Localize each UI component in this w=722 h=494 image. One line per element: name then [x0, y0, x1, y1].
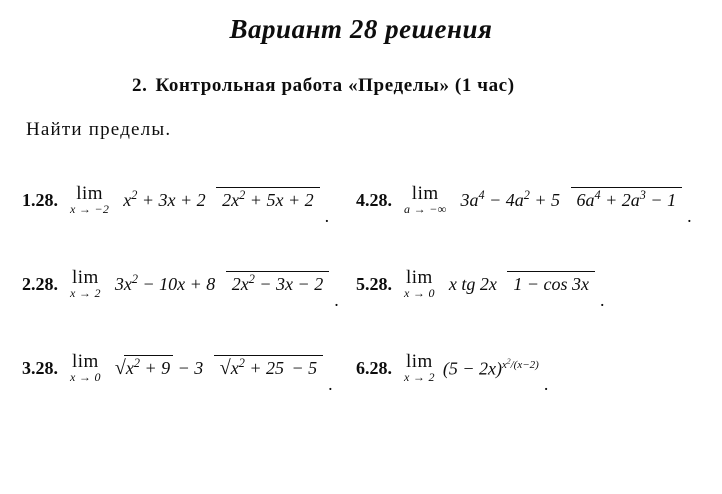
limit-operator [70, 351, 101, 385]
fraction-numerator: $x^2 + 3x + 2$ [123, 188, 206, 211]
limit-operator [404, 351, 435, 385]
square-root [220, 355, 287, 381]
fraction [443, 273, 595, 296]
fraction-denominator: 1 − cos 3x [507, 271, 595, 294]
fraction-numerator: $3a^4 - 4a^2 + 5$ [460, 188, 561, 211]
square-root [115, 355, 173, 381]
limit-operator [70, 267, 101, 301]
exponent: x2/(x−2) [501, 356, 539, 371]
fraction-numerator: $3x^2 - 10x + 8$ [114, 272, 216, 295]
trailing-period: . [599, 290, 605, 310]
limit-subscript: a → −∞ [404, 202, 447, 216]
trailing-period: . [328, 374, 333, 394]
problem-label: 1.28. [22, 189, 58, 210]
problems-grid [0, 171, 722, 397]
fraction [117, 188, 319, 212]
problem-2-28 [0, 255, 348, 313]
problem-row [0, 255, 722, 313]
limit-expression: $(5 - 2x)^{x^2/(x-2)}$ [442, 356, 539, 379]
problem-3-28 [0, 339, 348, 397]
section-number: 2. [132, 75, 148, 96]
limit-word: lim [405, 351, 433, 372]
problem-row [0, 339, 722, 397]
problem-6-28 [348, 339, 722, 397]
fraction-numerator: x tg 2x [448, 273, 497, 294]
limit-word: lim [405, 267, 433, 288]
radical-sign: √ [219, 357, 231, 379]
page-title: Вариант 28 решения [229, 14, 493, 44]
problem-label: 5.28. [356, 273, 392, 294]
limit-operator [404, 267, 435, 301]
limit-operator [70, 183, 109, 217]
section-heading [132, 75, 722, 97]
limit-subscript: x → 0 [404, 286, 435, 300]
fraction [454, 188, 682, 212]
trailing-period: . [334, 290, 339, 310]
problem-1-28 [0, 171, 348, 229]
fraction-denominator: $2x^2 - 3x - 2$ [226, 271, 329, 294]
fraction-numerator: $√x^2 + 9 - 3$ [114, 356, 204, 379]
limit-subscript: x → 0 [70, 370, 101, 384]
radical-sign: √ [114, 357, 126, 379]
problem-label: 6.28. [356, 357, 392, 378]
document-page [0, 14, 722, 494]
limit-subscript: x → 2 [70, 286, 101, 300]
section-title: Контрольная работа «Пределы» (1 час) [155, 75, 515, 96]
limit-subscript: x → −2 [70, 202, 110, 216]
limit-word: lim [411, 183, 439, 204]
limit-word: lim [71, 267, 99, 288]
problem-4-28 [348, 171, 722, 229]
fraction-denominator: $√x^2 + 25 - 5$ [214, 355, 323, 378]
instruction-text: Найти пределы. [26, 119, 172, 140]
problem-label: 3.28. [22, 357, 58, 378]
limit-subscript: x → 2 [404, 370, 435, 384]
problem-5-28 [348, 255, 722, 313]
fraction [109, 355, 323, 381]
fraction-denominator: $6a^4 + 2a^3 - 1$ [571, 187, 683, 210]
trailing-period: . [543, 374, 549, 394]
radicand: $x^2 + 9$ [124, 355, 173, 380]
trailing-period: . [687, 206, 692, 226]
trailing-period: . [324, 206, 330, 226]
limit-operator [404, 183, 446, 217]
problem-row [0, 171, 722, 229]
limit-word: lim [71, 351, 99, 372]
problem-label: 4.28. [356, 189, 392, 210]
limit-word: lim [76, 183, 104, 204]
fraction-denominator: $2x^2 + 5x + 2$ [216, 187, 319, 210]
problem-label: 2.28. [22, 273, 58, 294]
fraction [109, 272, 329, 296]
radicand: $x^2 + 25$ [229, 355, 287, 380]
